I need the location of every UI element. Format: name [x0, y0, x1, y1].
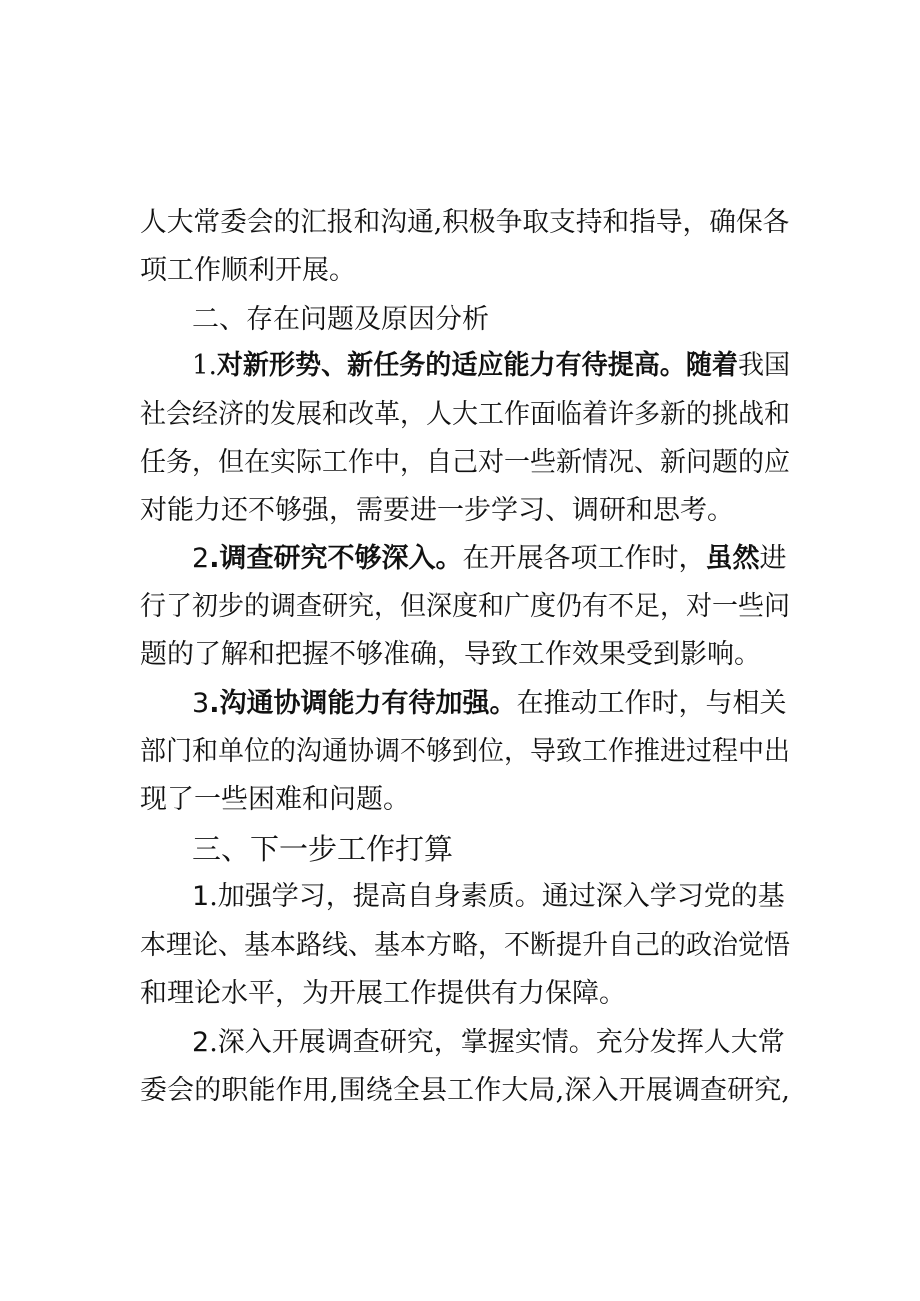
paragraph-line [140, 447, 791, 479]
emphasis-text: 虽然 [705, 543, 760, 574]
text: 任务，但在实际工作中，自己对一些新情况、新问题的应 [140, 447, 791, 478]
text: 在开展各项工作时， [462, 543, 706, 574]
text: 对能力还不够强，需要进一步学习、调研和思考。 [140, 495, 734, 526]
paragraph-line [192, 881, 785, 913]
text: 部门和单位的沟通协调不够到位，导致工作推进过程中出 [140, 736, 791, 767]
paragraph-line [140, 1075, 790, 1107]
text: 行了初步的调查研究，但深度和广度仍有不足，对一些问 [140, 591, 791, 622]
text: 在推动工作时，与相关 [516, 688, 787, 719]
paragraph-line [140, 930, 791, 962]
paragraph-line [192, 688, 786, 720]
item-number: 2 [192, 543, 210, 574]
item-number: 3 [192, 688, 210, 719]
text: 题的了解和把握不够准确，导致工作效果受到影响。 [140, 639, 761, 670]
paragraph-line [192, 1027, 785, 1059]
text: .深入开展调查研究，掌握实情。充分发挥人大常 [209, 1027, 785, 1058]
paragraph-line [140, 255, 356, 287]
item-number: 2 [192, 1027, 210, 1058]
item-number: 1. [192, 350, 217, 381]
paragraph-line [140, 736, 791, 768]
paragraph-line [192, 350, 790, 382]
text: 本理论、基本路线、基本方略，不断提升自己的政治觉悟 [140, 930, 791, 961]
heading-text: 二、存在问题及原因分析 [192, 304, 489, 335]
item-title: .沟通协调能力有待加强。 [209, 688, 517, 719]
section-heading [192, 304, 489, 336]
paragraph-line [140, 591, 791, 623]
text: 项工作顺利开展。 [140, 255, 356, 286]
section-heading [192, 833, 453, 865]
text: 人大常委会的汇报和沟通,积极争取支持和指导，确保各 [140, 207, 790, 238]
text: 委会的职能作用,围绕全县工作大局,深入开展调查研究, [140, 1075, 790, 1106]
item-title: .调查研究不够深入。 [209, 543, 463, 574]
paragraph-line [140, 495, 734, 527]
paragraph-line [192, 543, 786, 575]
paragraph-line [140, 207, 790, 239]
text: 社会经济的发展和改革，人大工作面临着许多新的挑战和 [140, 399, 791, 430]
text: 我国 [737, 350, 791, 381]
text: 进 [759, 543, 787, 574]
paragraph-line [140, 639, 761, 671]
text: .加强学习，提高自身素质。通过深入学习党的基 [209, 881, 785, 912]
item-title: 对新形势、新任务的适应能力有待提高。随着 [216, 350, 738, 381]
text: 和理论水平，为开展工作提供有力保障。 [140, 978, 626, 1009]
item-number: 1 [192, 881, 210, 912]
paragraph-line [140, 784, 410, 816]
paragraph-line [140, 978, 626, 1010]
paragraph-line [140, 399, 791, 431]
heading-text: 三、下一步工作打算 [192, 832, 454, 866]
text: 现了一些困难和问题。 [140, 784, 410, 815]
